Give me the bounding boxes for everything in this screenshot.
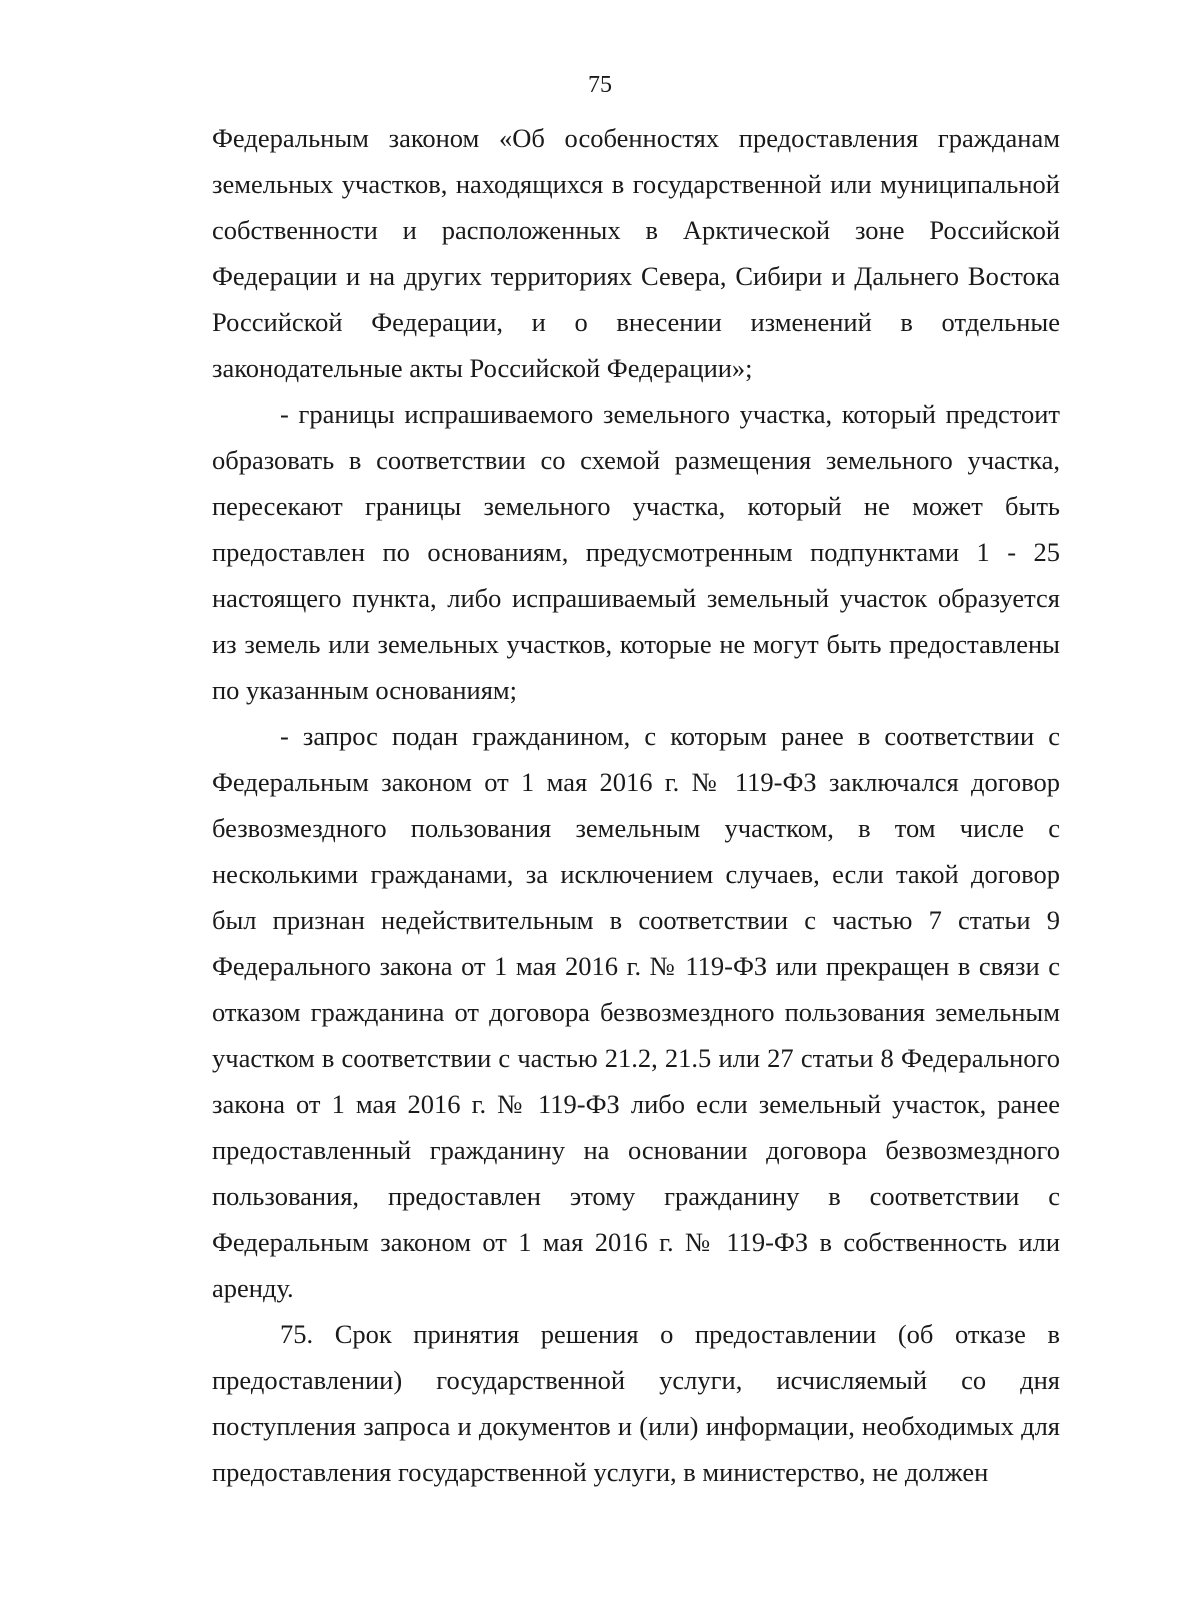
paragraph-continuation: Федеральным законом «Об особенностях предоставления гражданам земельных участков, находящихся в государственной или муниципальной собственности и расположенных в Арктической зоне Российской Федерации и на других территориях Севера, Сибири и Дальнего Востока Российской Федерации, и о внесении изменений в отдельные законодательные акты Российской Федерации»; <box>212 123 1060 383</box>
paragraph-list-item: - границы испрашиваемого земельного участка, который предстоит образовать в соответствии со схемой размещения земельного участка, пересекают границы земельного участка, который не может быть предоставлен по основаниям, предусмотренным подпунктами 1 - 25 настоящего пункта, либо испрашиваемый земельный участок образуется из земель или земельных участков, которые не могут быть предоставлены по указанным основаниям; <box>212 399 1060 705</box>
document-body <box>212 115 1060 1495</box>
paragraph-clause-75: 75. Срок принятия решения о предоставлении (об отказе в предоставлении) государственной услуги, исчисляемый со дня поступления запроса и документов и (или) информации, необходимых для предоставления государственной услуги, в министерство, не должен <box>212 1319 1060 1487</box>
page-number: 75 <box>588 72 612 98</box>
paragraph-list-item: - запрос подан гражданином, с которым ранее в соответствии с Федеральным законом от 1 мая 2016 г. № 119-ФЗ заключался договор безвозмездного пользования земельным участком, в том числе с несколькими гражданами, за исключением случаев, если такой договор был признан недействительным в соответствии с частью 7 статьи 9 Федерального закона от 1 мая 2016 г. № 119-ФЗ или прекращен в связи с отказом гражданина от договора безвозмездного пользования земельным участком в соответствии с частью 21.2, 21.5 или 27 статьи 8 Федерального закона от 1 мая 2016 г. № 119-ФЗ либо если земельный участок, ранее предоставленный гражданину на основании договора безвозмездного пользования, предоставлен этому гражданину в соответствии с Федеральным законом от 1 мая 2016 г. № 119-ФЗ в собственность или аренду. <box>212 721 1060 1303</box>
